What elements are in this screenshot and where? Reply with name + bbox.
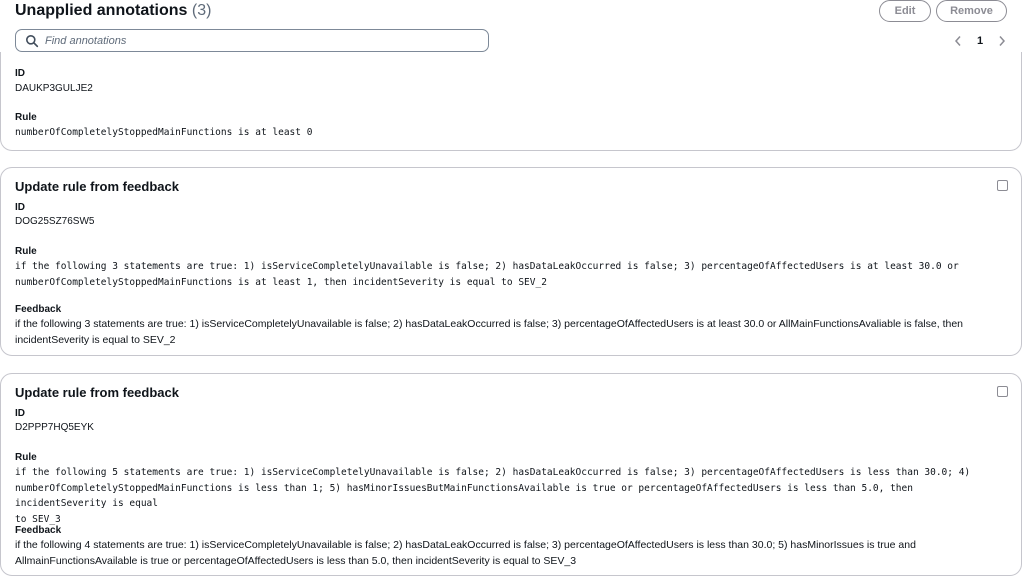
page-number-1[interactable]: 1 xyxy=(976,35,984,47)
rule-line: numberOfCompletelyStoppedMainFunctions is less than 1; 5) hasMinorIssuesButMainFunctionsAvailable is true or percentageOfAffectedUsers is less than 5.0, then incidentSeverity is equal xyxy=(15,482,913,509)
feedback-line: if the following 4 statements are true: 1) isServiceCompletelyUnavailable is false; 2) hasDataLeakOccurred is false; 3) percentageOfAffectedUsers is less than 30.0; 5) hasMinorIssues is true and xyxy=(15,539,916,551)
rule-label: Rule xyxy=(15,452,37,463)
rule-label: Rule xyxy=(15,112,37,123)
search-icon xyxy=(25,34,39,48)
annotation-card xyxy=(0,373,1022,576)
annotation-count: (3) xyxy=(191,2,212,19)
search-box[interactable] xyxy=(15,29,489,52)
annotation-id: DOG25SZ76SW5 xyxy=(15,216,95,227)
select-checkbox[interactable] xyxy=(997,180,1008,191)
pagination xyxy=(952,33,1008,49)
annotation-card xyxy=(0,167,1022,356)
rule-text xyxy=(15,259,1005,290)
next-page-button[interactable] xyxy=(996,34,1008,48)
page-title-text: Unapplied annotations xyxy=(15,2,188,19)
card-title: Update rule from feedback xyxy=(15,385,179,400)
id-label: ID xyxy=(15,408,25,419)
feedback-label: Feedback xyxy=(15,304,62,315)
chevron-right-icon xyxy=(998,35,1006,47)
feedback-text xyxy=(15,317,1005,348)
select-checkbox[interactable] xyxy=(997,386,1008,397)
annotation-id: D2PPP7HQ5EYK xyxy=(15,422,94,433)
rule-text xyxy=(15,465,1005,527)
rule-label: Rule xyxy=(15,246,37,257)
rule-line: if the following 5 statements are true: 1) isServiceCompletelyUnavailable is false; 2) hasDataLeakOccurred is false; 3) percentageOfAffectedUsers is less than 30.0; 4) xyxy=(15,467,971,478)
rule-text: numberOfCompletelyStoppedMainFunctions is at least 0 xyxy=(15,127,313,138)
chevron-left-icon xyxy=(954,35,962,47)
feedback-line: AllmainFunctionsAvailable is true or percentageOfAffectedUsers is less than 5.0, then incidentSeverity is equal to SEV_3 xyxy=(15,554,577,567)
feedback-line: if the following 3 statements are true: 1) isServiceCompletelyUnavailable is false; 2) hasDataLeakOccurred is false; 3) percentageOfAffectedUsers is at least 30.0 or AllMainFunctionsAvaliable is false, then xyxy=(15,318,963,330)
rule-line: numberOfCompletelyStoppedMainFunctions is at least 1, then incidentSeverity is equal to SEV_2 xyxy=(15,276,547,288)
edit-button[interactable]: Edit xyxy=(879,0,931,22)
annotation-id: DAUKP3GULJE2 xyxy=(15,83,93,94)
feedback-label: Feedback xyxy=(15,525,62,536)
id-label: ID xyxy=(15,68,25,79)
rule-line: to SEV_3 xyxy=(15,513,61,525)
feedback-text xyxy=(15,538,1005,569)
feedback-line: incidentSeverity is equal to SEV_2 xyxy=(15,333,176,346)
search-input[interactable] xyxy=(45,35,465,47)
card-title: Update rule from feedback xyxy=(15,179,179,194)
id-label: ID xyxy=(15,202,25,213)
previous-page-button[interactable] xyxy=(952,34,964,48)
rule-line: if the following 3 statements are true: 1) isServiceCompletelyUnavailable is false; 2) hasDataLeakOccurred is false; 3) percentageOfAffectedUsers is at least 30.0 or xyxy=(15,261,959,272)
remove-button[interactable]: Remove xyxy=(936,0,1007,22)
annotation-card xyxy=(0,52,1022,151)
page-title xyxy=(15,2,211,20)
